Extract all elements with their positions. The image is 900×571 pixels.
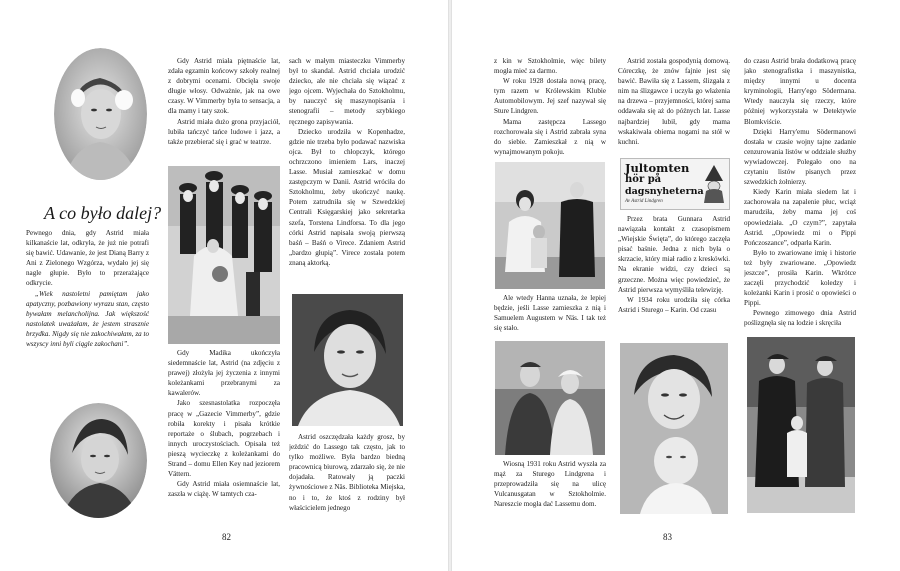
section-heading: A co było dalej? bbox=[44, 203, 162, 223]
right-page bbox=[452, 0, 900, 571]
family-photo bbox=[495, 162, 605, 289]
paragraph: Gdy Astrid miała osiemnaście lat, zaszła w ciążę. W tamtych cza- bbox=[168, 480, 280, 499]
newspaper-clipping bbox=[620, 158, 730, 210]
paragraph: W roku 1928 dostała nową pracę, tym razem w Królewskim Klubie Automobilowym. Jej szef nazywał się Sture Lindgren. bbox=[494, 77, 606, 116]
paragraph: Dzięki Harry'emu Södermanowi dostała w czasie wojny tajne zadanie cenzurowania listów w oddziale służby wywiadowczej. Polegało ono na czytaniu listów pisanych przez szwedzkich żołnierzy. bbox=[744, 127, 856, 187]
column-5-top bbox=[744, 56, 856, 332]
paragraph: z kin w Sztokholmie, więc bilety mogła mieć za darmo. bbox=[494, 57, 606, 76]
column-1-top bbox=[168, 56, 280, 163]
clipping-title-line1: Jultomten bbox=[625, 161, 690, 175]
clipping-author: Av Astrid Lindgren bbox=[625, 199, 663, 204]
column-2-bottom bbox=[289, 432, 405, 520]
photo-caption: Gdy Madika ukończyła siedemnaście lat, Astrid (na zdjęciu z prawej) złożyła jej życzenia z innymi koleżankami przebranymi za kawalerów. bbox=[168, 349, 280, 398]
paragraph: Jako szesnastolatka rozpoczęła pracę w „Gazecie Vimmerby”, gdzie robiła korekty i pisała krótkie reportaże o ślubach, pogrzebach i innych uroczystościach. Opisała też pieszą wycieczkę z koleżankami do Strand – domu Ellen Key nad jeziorem Vättern. bbox=[168, 399, 280, 479]
column-4-top bbox=[618, 56, 730, 154]
paragraph: Pewnego zimowego dnia Astrid poślizgnęła się na lodzie i skręciła bbox=[744, 309, 856, 328]
column-3-top bbox=[494, 56, 606, 160]
paragraph: Dziecko urodziła w Kopenhadze, gdzie nie trzeba było podawać nazwiska ojca. Był to chłopczyk, którego ochrzczono imieniem Lars, inaczej Lasse. Musiał zamieszkać w domu zastępczym w Danii. Astrid wróciła do Sztokholmu, żeby ukończyć naukę. Potem zatrudniła się w Szwedzkiej Centrali Księgarskiej jako sekretarka szefa, Torstena Lindforsa. To dla jego córki Astrid napisała swoją pierwszą baśń – Baśń o Virece. Zdaniem Astrid „bardzo głupią”. Virece została potem znaną aktorką. bbox=[289, 127, 405, 267]
page-number-left: 82 bbox=[222, 532, 231, 542]
paragraph: Gdy Astrid miała piętnaście lat, zdała egzamin końcowy szkoły realnej z dobrymi ocenami. Obcięła swoje długie włosy. Odważnie, jak na owe czasy. W Vimmerby była to sensacja, a dla mamy i taty szok. bbox=[168, 57, 280, 116]
gnome-illustration-icon bbox=[701, 163, 727, 205]
paragraph: Wiosną 1931 roku Astrid wyszła za mąż za Sturego Lindgrena i przeprowadziła się na ulicę Vulcanusgatan w Sztokholmie. Nareszcie mogła dać Lassemu dom. bbox=[494, 460, 606, 509]
paragraph: Astrid oszczędzała każdy grosz, by jeździć do Lassego tak często, jak to tylko możliwe. Była bardzo biedną pracownicą biurową, zdarzało się, że nie dojadała. Ratowały ją paczki żywnościowe z Näs. Biblioteka Miejska, no i to, że ktoś z rodziny był właścicielem jednego bbox=[289, 433, 405, 512]
portrait-oval-bottom-photo bbox=[50, 403, 147, 518]
paragraph: Astrid miała dużo grona przyjaciół, lubiła tańczyć tańce ludowe i jazz, a także przebierać się i grać w teatrze. bbox=[168, 117, 280, 146]
paragraph: sach w małym miasteczku Vimmerby był to skandal. Astrid chciała urodzić dziecko, ale nie chciała się wiązać z jego ojcem. Wyjechała do Sztokholmu, by nauczyć się maszynopisania i stenografii – metody szybkiego ręcznego zapisywania. bbox=[289, 57, 405, 126]
wedding-couple-photo bbox=[495, 341, 605, 455]
column-1-bottom bbox=[168, 348, 280, 520]
paragraph: Przez brata Gunnara Astrid nawiązała kontakt z czasopismem „Wiejskie Święta”, do którego zaczęła pisać baśnie. Jedna z nich była o skrzacie, który miał radio z kreskówki. Na ekranie widzi, czy dzieci są grzeczne. Można więc powiedzieć, że Astrid pierwsza wymyśliła telewizję. bbox=[618, 215, 730, 294]
costume-group-photo bbox=[168, 166, 280, 344]
winter-walk-photo bbox=[747, 337, 855, 513]
paragraph: Ale wtedy Hanna uznała, że lepiej będzie, jeśli Lasse zamieszka z nią i Samuelem Augustem w Näs. I tak też się stało. bbox=[494, 294, 606, 333]
paragraph: W 1934 roku urodziła się córka Astrid i Sturego – Karin. Od czasu bbox=[618, 295, 730, 314]
paragraph: Astrid została gospodynią domową. Córeczkę, że znów fajnie jest się bawić. Bawiła się z Lassem, ślizgała z nim na ślizgawce i uczyła go włażenia na drzewa – przyjemności, której sama oddawała się aż do późnych lat. Lasse najbardziej lubił, gdy mama wskakiwała obiema nogami na stół w kuchni. bbox=[618, 57, 730, 146]
sidebar-text bbox=[26, 228, 149, 378]
paragraph: do czasu Astrid brała dodatkową pracę jako stenografistka i maszynistka, między innymi u docenta kryminologii, Harry'ego Södermana. Wtedy nauczyła się rzeczy, które później wykorzystała w Detektywie Blomkviście. bbox=[744, 57, 856, 126]
clipping-title-line3: dagsnyheterna bbox=[625, 186, 704, 197]
column-2-top bbox=[289, 56, 405, 283]
left-page bbox=[0, 0, 448, 571]
sidebar-quote: „Wiek nastoletni pamiętam jako apatyczny, pozbawiony wyrazu stan, często bywałam melancholijna. Jak większość nastolatek uważałam, że jestem strasznie brzydka. Nigdy się nie zakochiwałam, za to wszyscy inni byli ciągle zakochani”. bbox=[26, 289, 149, 349]
portrait-photo bbox=[292, 294, 403, 426]
paragraph: Mama zastępcza Lassego rozchorowała się i Astrid zabrała syna do siebie. Zamieszkał z nią w wynajmowanym pokoju. bbox=[494, 117, 606, 156]
column-3-bottom bbox=[494, 459, 606, 520]
paragraph: Kiedy Karin miała siedem lat i zachorowała na zapalenie płuc, wciąż marudziła, żeby mama jej coś opowiedziała. „O czym?”, zapytała Astrid. „Opowiedz mi o Pippi Pończoszance”, odparła Karin. bbox=[744, 188, 856, 247]
paragraph: Było to zwariowane imię i historie też były zwariowane. „Opowiedz jeszcze”, prosiła Karin. Wkrótce zaczęli przychodzić koledzy i koleżanki Karin i prosić o opowieści o Pippi. bbox=[744, 248, 856, 308]
page-number-right: 83 bbox=[663, 532, 672, 542]
clipping-title-line2: hör på bbox=[625, 174, 662, 185]
column-3-middle bbox=[494, 293, 606, 335]
portrait-oval-top-photo bbox=[54, 48, 147, 180]
sidebar-paragraph: Pewnego dnia, gdy Astrid miała kilkanaście lat, odkryła, że już nie potrafi się bawić. Udawanie, że jest Dianą Barry z Ani z Zielonego Wzgórza, wydało jej się nagle głupie. Było to przerażające odkrycie. bbox=[26, 229, 149, 288]
mother-and-baby-photo bbox=[620, 343, 728, 514]
column-4-middle bbox=[618, 214, 730, 342]
